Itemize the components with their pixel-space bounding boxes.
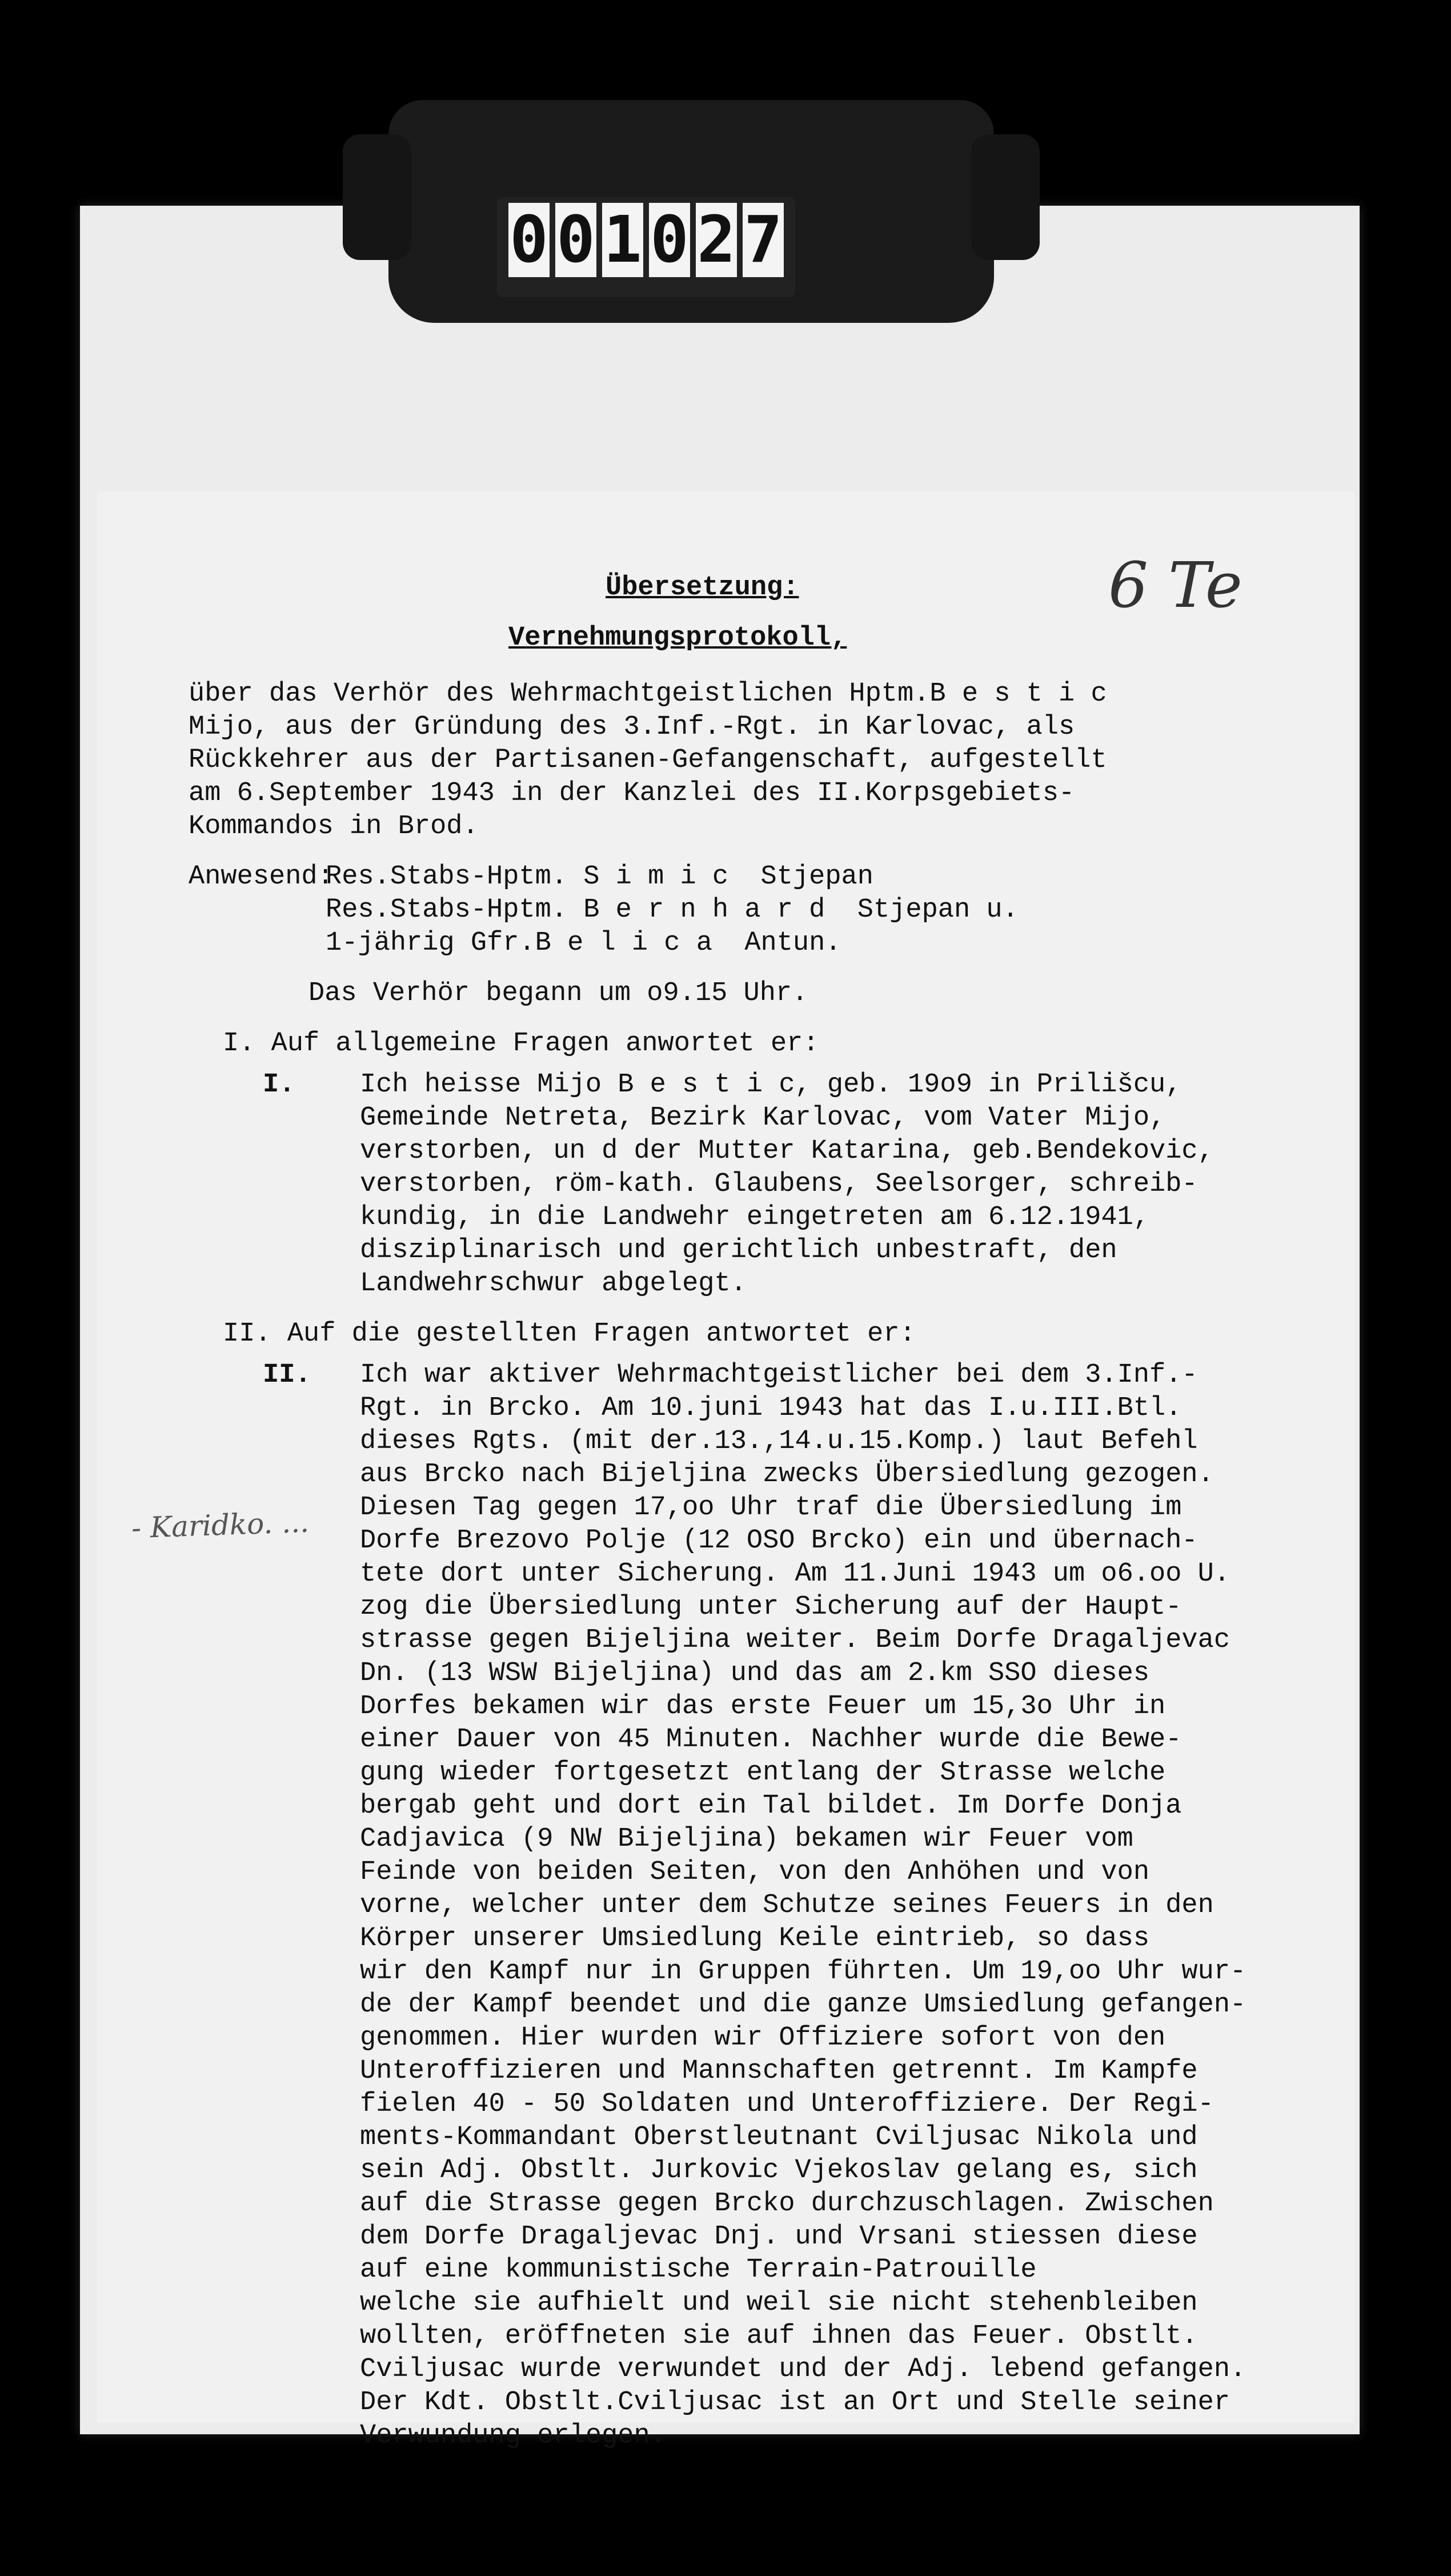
counter-digit: 0 <box>508 203 550 277</box>
section-paragraph <box>263 1069 1291 1301</box>
paragraph-number: II. <box>263 1360 311 1390</box>
section-heading: II. Auf die gestellten Fragen antwortet er: <box>223 1319 916 1349</box>
intro-paragraph: über das Verhör des Wehrmachtgeistlichen Hptm.B e s t i c Mijo, aus der Gründung des 3.Inf.-Rgt. in Karlovac, als Rückkehrer aus der Partisanen-Gefangenschaft, aufgestellt am 6.September 1943 in der Kanzlei des II.Korpsgebiets- Kommandos in Brod. <box>189 679 1107 842</box>
attendee: Res.Stabs-Hptm. S i m i c Stjepan <box>326 862 873 892</box>
counter-digit: 7 <box>743 203 784 277</box>
margin-handwriting: - Karidko. ... <box>131 1505 310 1545</box>
frame-counter <box>497 197 795 297</box>
clamp-arm-left <box>343 134 411 260</box>
handwritten-annotation: 6 Te <box>1108 549 1242 622</box>
counter-digit: 0 <box>649 203 690 277</box>
document-body <box>189 571 1291 2453</box>
counter-digit: 0 <box>555 203 596 277</box>
document-title: Übersetzung: <box>606 573 799 603</box>
attendees-label: Anwesend: <box>189 862 334 892</box>
paragraph-number: I. <box>263 1070 295 1100</box>
clamp-arm-right <box>971 134 1040 260</box>
section-paragraph <box>263 1359 1291 2453</box>
document-subtitle: Vernehmungsprotokoll, <box>508 623 847 653</box>
counter-digit: 2 <box>696 203 737 277</box>
attendees-block <box>189 861 1291 960</box>
paragraph-text: Ich heisse Mijo B e s t i c, geb. 19o9 in Prilišcu, Gemeinde Netreta, Bezirk Karlovac, vom Vater Mijo, verstorben, un d der Mutter Katarina, geb.Bendekovic, verstorben, röm-kath. Glaubens, Seelsorger, schreib- kundig, in die Landwehr eingetreten am 6.12.1941, disziplinarisch und gerichtlich unbestraft, den Landwehrschwur abgelegt. <box>360 1070 1214 1299</box>
counter-digit: 1 <box>602 203 643 277</box>
attendee: 1-jährig Gfr.B e l i c a Antun. <box>326 928 841 958</box>
attendees-list <box>326 861 1291 960</box>
begin-time: Das Verhör begann um o9.15 Uhr. <box>308 978 808 1009</box>
section-heading: I. Auf allgemeine Fragen anwortet er: <box>223 1029 819 1059</box>
attendee: Res.Stabs-Hptm. B e r n h a r d Stjepan u. <box>326 895 1019 925</box>
paragraph-text: Ich war aktiver Wehrmachtgeistlicher bei dem 3.Inf.- Rgt. in Brcko. Am 10.juni 1943 hat das I.u.III.Btl. dieses Rgts. (mit der.13.,14.u.15.Komp.) laut Befehl aus Brcko nach Bijeljina zwecks Übersiedlung gezogen. Diesen Tag gegen 17,oo Uhr traf die Übersiedlung im Dorfe Brezovo Polje (12 OSO Brcko) ein und übernach- tete dort unter Sicherung. Am 11.Juni 1943 um o6.oo U. zog die Übersiedlung unter Sicherung auf der Haupt- strasse gegen Bijeljina weiter. Beim Dorfe Dragaljevac Dn. (13 WSW Bijeljina) und das am 2.km SSO dieses Dorfes bekamen wir das erste Feuer um 15,3o Uhr in einer Dauer von 45 Minuten. Nachher wurde die Bewe- gung wieder fortgesetzt entlang der Strasse welche bergab geht und dort ein Tal bildet. Im Dorfe Donja Cadjavica (9 NW Bijeljina) bekamen wir Feuer vom Feinde von beiden Seiten, von den Anhöhen und von vorne, welcher unter dem Schutze seines Feuers in den Körper unserer Umsiedlung Keile eintrieb, so dass wir den Kampf nur in Gruppen führten. Um 19,oo Uhr wur- de der Kampf beendet und die ganze Umsiedlung gefangen- genommen. Hier wurden wir Offiziere sofort von den Unteroffizieren und Mannschaften getrennt. Im Kampfe fielen 40 - 50 Soldaten und Unteroffiziere. Der Regi- ments-Kommandant Oberstleutnant Cviljusac Nikola und sein Adj. Obstlt. Jurkovic Vjekoslav gelang es, sich auf die Strasse gegen Brcko durchzuschlagen. Zwischen dem Dorfe Dragaljevac Dnj. und Vrsani stiessen diese auf eine kommunistische Terrain-Patrouille welche sie aufhielt und weil sie nicht stehenbleiben wollten, eröffneten sie auf ihnen das Feuer. Obstlt. Cviljusac wurde verwundet und der Adj. lebend gefangen. Der Kdt. Obstlt.Cviljusac ist an Ort und Stelle seiner Verwundung erlegen. <box>360 1360 1246 2451</box>
